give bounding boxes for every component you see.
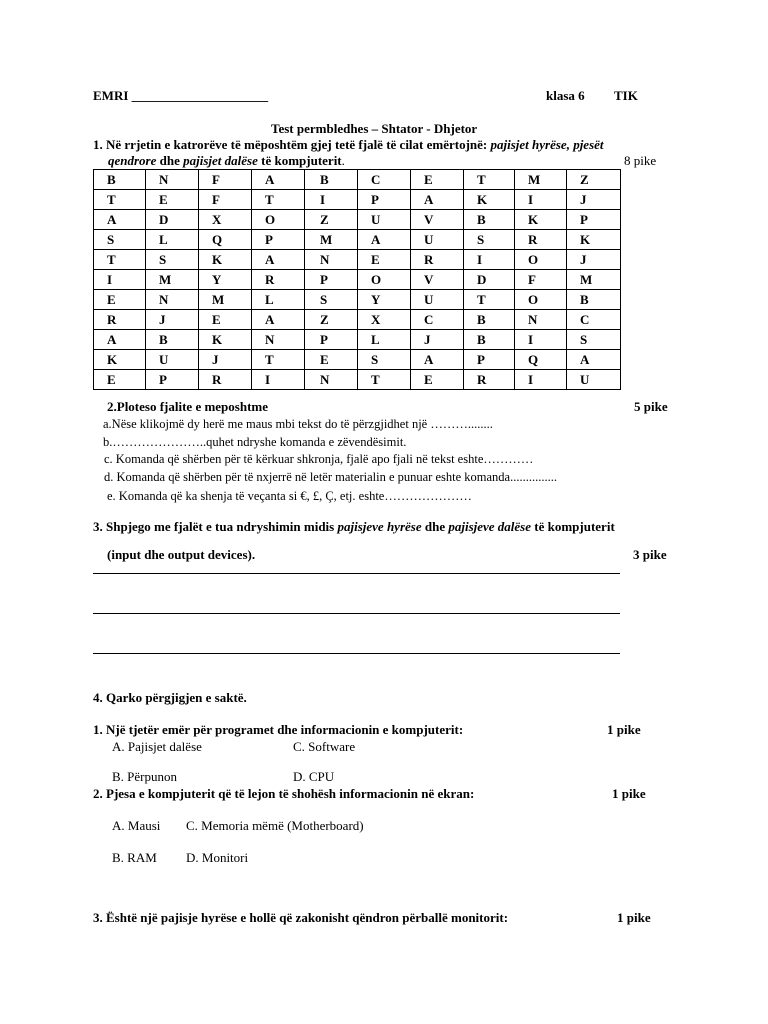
grid-cell[interactable]: A [411,190,464,210]
class-label: klasa 6 [546,88,585,103]
grid-cell[interactable]: J [567,250,621,270]
grid-cell[interactable]: S [305,290,358,310]
grid-row [94,170,621,190]
grid-cell[interactable]: O [515,290,567,310]
grid-cell[interactable]: L [146,230,199,250]
grid-cell[interactable]: S [464,230,515,250]
q2-item-e: e. Komanda që ka shenja të veçanta si €, £, Ç, etj. eshte………………… [107,489,472,503]
grid-cell[interactable]: I [515,370,567,390]
grid-cell[interactable]: J [411,330,464,350]
grid-cell[interactable]: T [252,190,305,210]
mc1-option-b[interactable]: B. Përpunon [112,769,177,784]
grid-cell[interactable]: A [252,310,305,330]
mc2-option-b[interactable]: B. RAM [112,850,157,865]
grid-cell[interactable]: B [464,330,515,350]
mc2-option-c[interactable]: C. Memoria mëmë (Motherboard) [186,818,364,833]
grid-cell[interactable]: S [358,350,411,370]
grid-cell[interactable]: A [94,210,146,230]
grid-cell[interactable]: T [94,250,146,270]
grid-cell[interactable]: A [411,350,464,370]
grid-cell[interactable]: U [411,290,464,310]
grid-cell[interactable]: K [199,330,252,350]
grid-cell[interactable]: M [305,230,358,250]
q3-and: dhe [421,519,449,534]
q2-item-c: c. Komanda që shërben për të kërkuar shkronja, fjalë apo fjali në tekst eshte………… [104,452,534,466]
emri-label: EMRI [93,88,129,103]
q3-input: pajisjeve hyrëse [337,519,422,534]
q2-item-b: b.…………………..quhet ndryshe komanda e zëvendësimit. [103,435,407,449]
grid-cell[interactable]: X [358,310,411,330]
grid-cell[interactable]: P [252,230,305,250]
grid-cell[interactable]: U [358,210,411,230]
q1-central: qendrore [108,153,157,168]
grid-cell[interactable]: A [252,250,305,270]
grid-cell[interactable]: P [464,350,515,370]
grid-cell[interactable]: P [358,190,411,210]
grid-cell[interactable]: R [94,310,146,330]
grid-cell[interactable]: D [146,210,199,230]
mc2-option-a[interactable]: A. Mausi [112,818,161,833]
grid-cell[interactable]: R [464,370,515,390]
grid-cell[interactable]: Q [515,350,567,370]
grid-cell[interactable]: L [358,330,411,350]
q1-text: 1. Në rrjetin e katrorëve të mëposhtëm gjej tetë fjalë të cilat emërtojnë: [93,137,491,152]
grid-cell[interactable]: B [464,210,515,230]
q1-input-devices: pajisjet hyrëse, pjesët [490,137,604,152]
grid-cell[interactable]: B [94,170,146,190]
q2-title: 2.Ploteso fjalite e meposhtme [107,399,269,414]
grid-cell[interactable]: Q [199,230,252,250]
grid-cell[interactable]: R [411,250,464,270]
q1-line1 [93,137,604,153]
grid-cell[interactable]: K [199,250,252,270]
grid-row [94,330,621,350]
grid-row [94,310,621,330]
grid-cell[interactable]: K [94,350,146,370]
q3-output: pajisjeve dalëse [448,519,532,534]
grid-cell[interactable]: N [146,170,199,190]
grid-cell[interactable]: U [146,350,199,370]
grid-row [94,230,621,250]
grid-cell[interactable]: K [515,210,567,230]
grid-cell[interactable]: Y [358,290,411,310]
word-search-grid [93,169,621,390]
grid-row [94,250,621,270]
grid-cell[interactable]: E [358,250,411,270]
answer-line-1[interactable] [93,573,620,574]
mc1-option-c[interactable]: C. Software [293,739,356,754]
grid-cell[interactable]: E [94,370,146,390]
grid-cell[interactable]: O [358,270,411,290]
grid-cell[interactable]: A [252,170,305,190]
grid-cell[interactable]: J [199,350,252,370]
grid-cell[interactable]: F [199,190,252,210]
grid-cell[interactable]: A [358,230,411,250]
q3-line2: (input dhe output devices). [107,547,256,562]
grid-cell[interactable]: P [146,370,199,390]
mc-question-1-points: 1 pike [607,722,641,737]
q1-computer: të kompjuterit [257,153,342,168]
q1-period: . [341,153,345,168]
grid-cell[interactable]: N [305,250,358,270]
grid-cell[interactable]: J [567,190,621,210]
grid-cell[interactable]: I [515,330,567,350]
grid-cell[interactable]: U [567,370,621,390]
grid-cell[interactable]: T [358,370,411,390]
grid-cell[interactable]: E [305,350,358,370]
name-label [93,88,268,104]
grid-cell[interactable]: Z [305,210,358,230]
grid-cell[interactable]: I [515,190,567,210]
q2-item-d: d. Komanda që shërben për të nxjerrë në letër materialin e punuar eshte komanda............... [104,470,557,484]
grid-cell[interactable]: E [146,190,199,210]
grid-cell[interactable]: M [515,170,567,190]
grid-cell[interactable]: Z [567,170,621,190]
grid-cell[interactable]: O [515,250,567,270]
grid-cell[interactable]: I [305,190,358,210]
test-title: Test permbledhes – Shtator - Dhjetor [271,121,478,136]
grid-cell[interactable]: B [146,330,199,350]
answer-line-3[interactable] [93,653,620,654]
grid-cell[interactable]: P [305,270,358,290]
grid-row [94,210,621,230]
mc2-option-d[interactable]: D. Monitori [186,850,249,865]
grid-cell[interactable]: T [464,170,515,190]
mc-question-1: 1. Një tjetër emër për programet dhe informacionin e kompjuterit: [93,722,464,737]
grid-cell[interactable]: E [94,290,146,310]
grid-cell[interactable]: A [94,330,146,350]
grid-cell[interactable]: C [411,310,464,330]
grid-cell[interactable]: V [411,270,464,290]
answer-line-2[interactable] [93,613,620,614]
name-blank: _____________________ [131,88,269,103]
mc-question-3: 3. Është një pajisje hyrëse e hollë që zakonisht qëndron përballë monitorit: [93,910,509,925]
grid-cell[interactable]: I [94,270,146,290]
grid-cell[interactable]: R [515,230,567,250]
grid-cell[interactable]: K [464,190,515,210]
grid-row [94,270,621,290]
mc-question-3-points: 1 pike [617,910,651,925]
grid-row [94,190,621,210]
grid-cell[interactable]: V [411,210,464,230]
q3-text: 3. Shpjego me fjalët e tua ndryshimin midis [93,519,338,534]
grid-cell[interactable]: J [146,310,199,330]
grid-row [94,370,621,390]
grid-cell[interactable]: M [567,270,621,290]
grid-cell[interactable]: N [305,370,358,390]
q3-computer: të kompjuterit [531,519,615,534]
grid-cell[interactable]: N [252,330,305,350]
grid-cell[interactable]: C [567,310,621,330]
grid-cell[interactable]: R [199,370,252,390]
grid-cell[interactable]: R [252,270,305,290]
grid-cell[interactable]: N [515,310,567,330]
grid-cell[interactable]: X [199,210,252,230]
grid-cell[interactable]: I [252,370,305,390]
grid-cell[interactable]: E [411,370,464,390]
grid-cell[interactable]: K [567,230,621,250]
q2-points: 5 pike [634,399,668,414]
grid-cell[interactable]: O [252,210,305,230]
grid-cell[interactable]: I [464,250,515,270]
q1-and: dhe [156,153,184,168]
grid-row [94,290,621,310]
grid-cell[interactable]: U [411,230,464,250]
grid-cell[interactable]: F [199,170,252,190]
grid-cell[interactable]: S [146,250,199,270]
subject-label: TIK [614,88,638,103]
mc1-option-a[interactable]: A. Pajisjet dalëse [112,739,202,754]
grid-cell[interactable]: C [358,170,411,190]
q3-line1 [93,519,615,535]
mc1-option-d[interactable]: D. CPU [293,769,335,784]
grid-cell[interactable]: Y [199,270,252,290]
q2-item-a: a.Nëse klikojmë dy herë me maus mbi tekst do të përzgjidhet një ………........ [103,417,493,431]
grid-cell[interactable]: E [411,170,464,190]
grid-cell[interactable]: A [567,350,621,370]
q3-points: 3 pike [633,547,667,562]
grid-cell[interactable]: M [146,270,199,290]
grid-cell[interactable]: T [252,350,305,370]
grid-cell[interactable]: B [464,310,515,330]
grid-cell[interactable]: T [94,190,146,210]
q4-title: 4. Qarko përgjigjen e saktë. [93,690,247,705]
grid-cell[interactable]: E [199,310,252,330]
mc-question-2: 2. Pjesa e kompjuterit që të lejon të shohësh informacionin në ekran: [93,786,475,801]
q1-output-devices: pajisjet dalëse [183,153,258,168]
grid-cell[interactable]: D [464,270,515,290]
grid-cell[interactable]: T [464,290,515,310]
grid-cell[interactable]: B [305,170,358,190]
q1-points: 8 pike [624,153,657,168]
grid-cell[interactable]: S [94,230,146,250]
grid-cell[interactable]: F [515,270,567,290]
grid-cell[interactable]: Z [305,310,358,330]
grid-row [94,350,621,370]
mc-question-2-points: 1 pike [612,786,646,801]
q1-line2 [108,153,345,169]
grid-cell[interactable]: M [199,290,252,310]
grid-cell[interactable]: L [252,290,305,310]
grid-cell[interactable]: P [567,210,621,230]
grid-cell[interactable]: S [567,330,621,350]
grid-cell[interactable]: B [567,290,621,310]
grid-cell[interactable]: P [305,330,358,350]
grid-cell[interactable]: N [146,290,199,310]
